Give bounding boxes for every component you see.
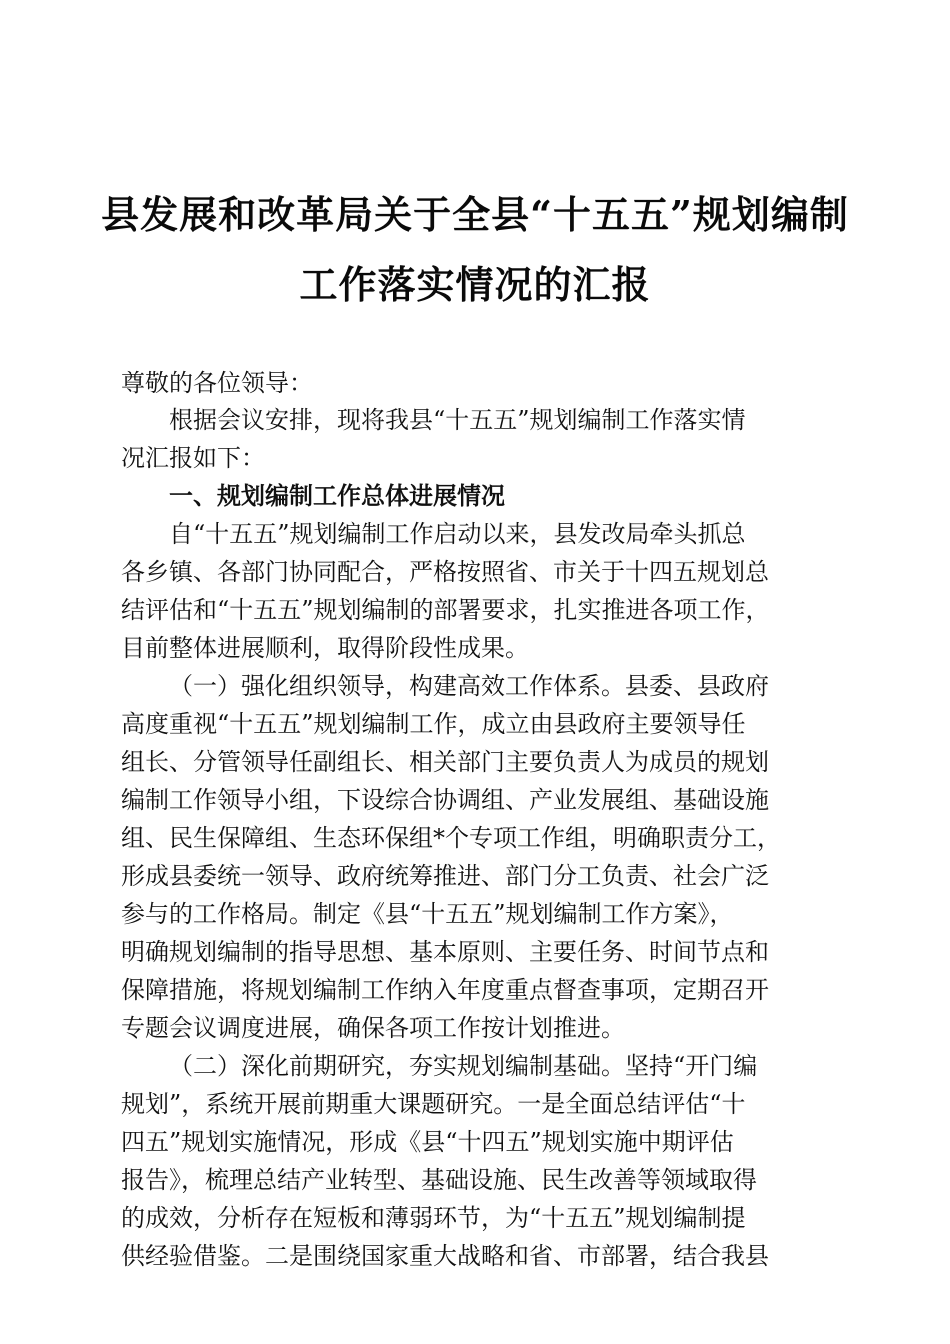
paragraph-line: 组、民生保障组、生态环保组*个专项工作组，明确职责分工， (121, 824, 781, 852)
paragraph-line: 供经验借鉴。二是围绕国家重大战略和省、市部署，结合我县 (121, 1242, 769, 1270)
paragraph-line: 编制工作领导小组，下设综合协调组、产业发展组、基础设施 (121, 786, 769, 814)
document-title-line-2: 工作落实情况的汇报 (299, 262, 651, 307)
paragraph-line: 参与的工作格局。制定《县“十五五”规划编制工作方案》， (121, 900, 734, 928)
paragraph-line: 结评估和“十五五”规划编制的部署要求，扎实推进各项工作， (121, 596, 770, 624)
paragraph-line: （一）强化组织领导，构建高效工作体系。县委、县政府 (169, 672, 769, 700)
paragraph-line: 根据会议安排，现将我县“十五五”规划编制工作落实情 (169, 406, 746, 434)
paragraph-line: 四五”规划实施情况，形成《县“十四五”规划实施中期评估 (121, 1128, 734, 1156)
paragraph-line: 自“十五五”规划编制工作启动以来，县发改局牵头抓总 (169, 520, 746, 548)
salutation: 尊敬的各位领导： (121, 369, 313, 397)
paragraph-line: 组长、分管领导任副组长、相关部门主要负责人为成员的规划 (121, 748, 769, 776)
paragraph-line: 目前整体进展顺利，取得阶段性成果。 (121, 634, 529, 662)
paragraph-line: 的成效，分析存在短板和薄弱环节，为“十五五”规划编制提 (121, 1204, 746, 1232)
paragraph-line: 保障措施，将规划编制工作纳入年度重点督查事项，定期召开 (121, 976, 769, 1004)
paragraph-line: 规划”，系统开展前期重大课题研究。一是全面总结评估“十 (121, 1090, 746, 1118)
paragraph-line: 高度重视“十五五”规划编制工作，成立由县政府主要领导任 (121, 710, 746, 738)
paragraph-line: 形成县委统一领导、政府统筹推进、部门分工负责、社会广泛 (121, 862, 769, 890)
paragraph-line: 专题会议调度进展，确保各项工作按计划推进。 (121, 1014, 625, 1042)
paragraph-line: （二）深化前期研究，夯实规划编制基础。坚持“开门编 (169, 1052, 758, 1080)
paragraph-line: 况汇报如下： (121, 444, 265, 472)
paragraph-line: 各乡镇、各部门协同配合，严格按照省、市关于十四五规划总 (121, 558, 769, 586)
paragraph-line: 报告》，梳理总结产业转型、基础设施、民生改善等领域取得 (121, 1166, 757, 1194)
paragraph-line: 明确规划编制的指导思想、基本原则、主要任务、时间节点和 (121, 938, 769, 966)
document-title-line-1: 县发展和改革局关于全县“十五五”规划编制 (101, 192, 849, 237)
section-heading: 一、规划编制工作总体进展情况 (169, 482, 505, 510)
